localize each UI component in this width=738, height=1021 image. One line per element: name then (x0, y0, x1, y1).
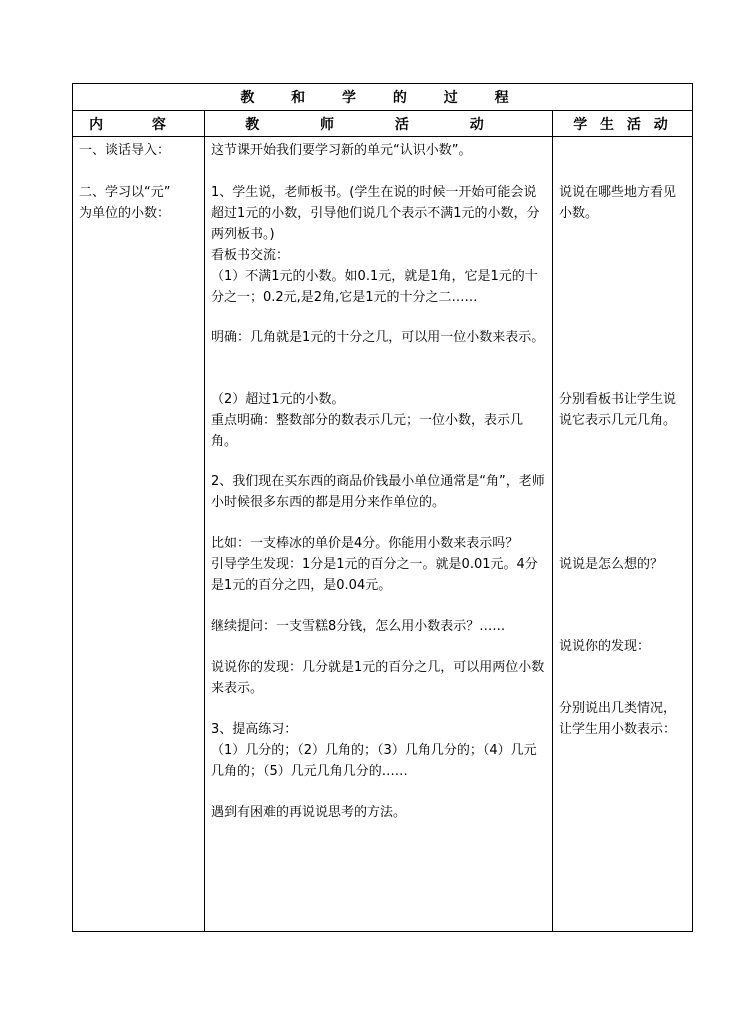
student-activity-column (553, 137, 693, 932)
teacher-paragraph: 明确：几角就是1元的十分之几，可以用一位小数来表示。 (211, 330, 545, 345)
title-row (73, 84, 693, 111)
student-paragraph: 说说你的发现： (559, 639, 651, 654)
header-student-activity: 学 生 活 动 (553, 111, 693, 137)
teacher-activity-column (205, 137, 553, 932)
content-item: 二、学习以“元” 为单位的小数： (79, 185, 171, 221)
header-teacher-activity: 教 师 活 动 (205, 111, 553, 137)
student-paragraph: 说说在哪些地方看见小数。 (559, 185, 677, 221)
teacher-paragraph: 这节课开始我们要学习新的单元“认识小数”。 (211, 143, 472, 158)
student-paragraph: 说说是怎么想的？ (559, 557, 664, 572)
teacher-paragraph: 2、我们现在买东西的商品价钱最小单位通常是“角”，老师小时候很多东西的都是用分来作单位的。 (211, 474, 545, 510)
teacher-paragraph: 比如：一支棒冰的单价是4分。你能用小数来表示吗？ 引导学生发现：1分是1元的百分之一。就是0.01元。4分是1元的百分之四，是0.04元。 (211, 536, 538, 593)
content-column (73, 137, 205, 932)
student-paragraph: 分别看板书让学生说说它表示几元几角。 (559, 392, 677, 428)
teacher-paragraph: 说说你的发现：几分就是1元的百分之几，可以用两位小数来表示。 (211, 660, 545, 696)
teacher-paragraph: 继续提问：一支雪糕8分钱，怎么用小数表示？…… (211, 619, 506, 634)
teacher-paragraph: 1、学生说，老师板书。(学生在说的时候一开始可能会说超过1元的小数，引导他们说几个表示不满1元的小数，分两列板书。) (211, 185, 540, 242)
content-item: 一、谈话导入： (79, 143, 171, 158)
teacher-paragraph: 看板书交流： （1）不满1元的小数。如0.1元，就是1角，它是1元的十分之一；0.2元,是2角,它是1元的十分之二…… (211, 248, 538, 305)
teacher-paragraph: 遇到有困难的再说说思考的方法。 (211, 805, 407, 820)
table-title: 教 和 学 的 过 程 (73, 84, 693, 111)
body-row (73, 137, 693, 932)
lesson-plan-table (72, 83, 693, 932)
student-paragraph: 分别说出几类情况，让学生用小数表示： (559, 701, 677, 737)
teacher-paragraph: 3、提高练习： （1）几分的；（2）几角的；（3）几角几分的；（4）几元几角的；（5）几元几角几分的…… (211, 722, 537, 779)
header-content: 内 容 (73, 111, 205, 137)
header-row (73, 111, 693, 137)
teacher-paragraph: （2）超过1元的小数。 重点明确：整数部分的数表示几元；一位小数，表示几角。 (211, 392, 524, 449)
